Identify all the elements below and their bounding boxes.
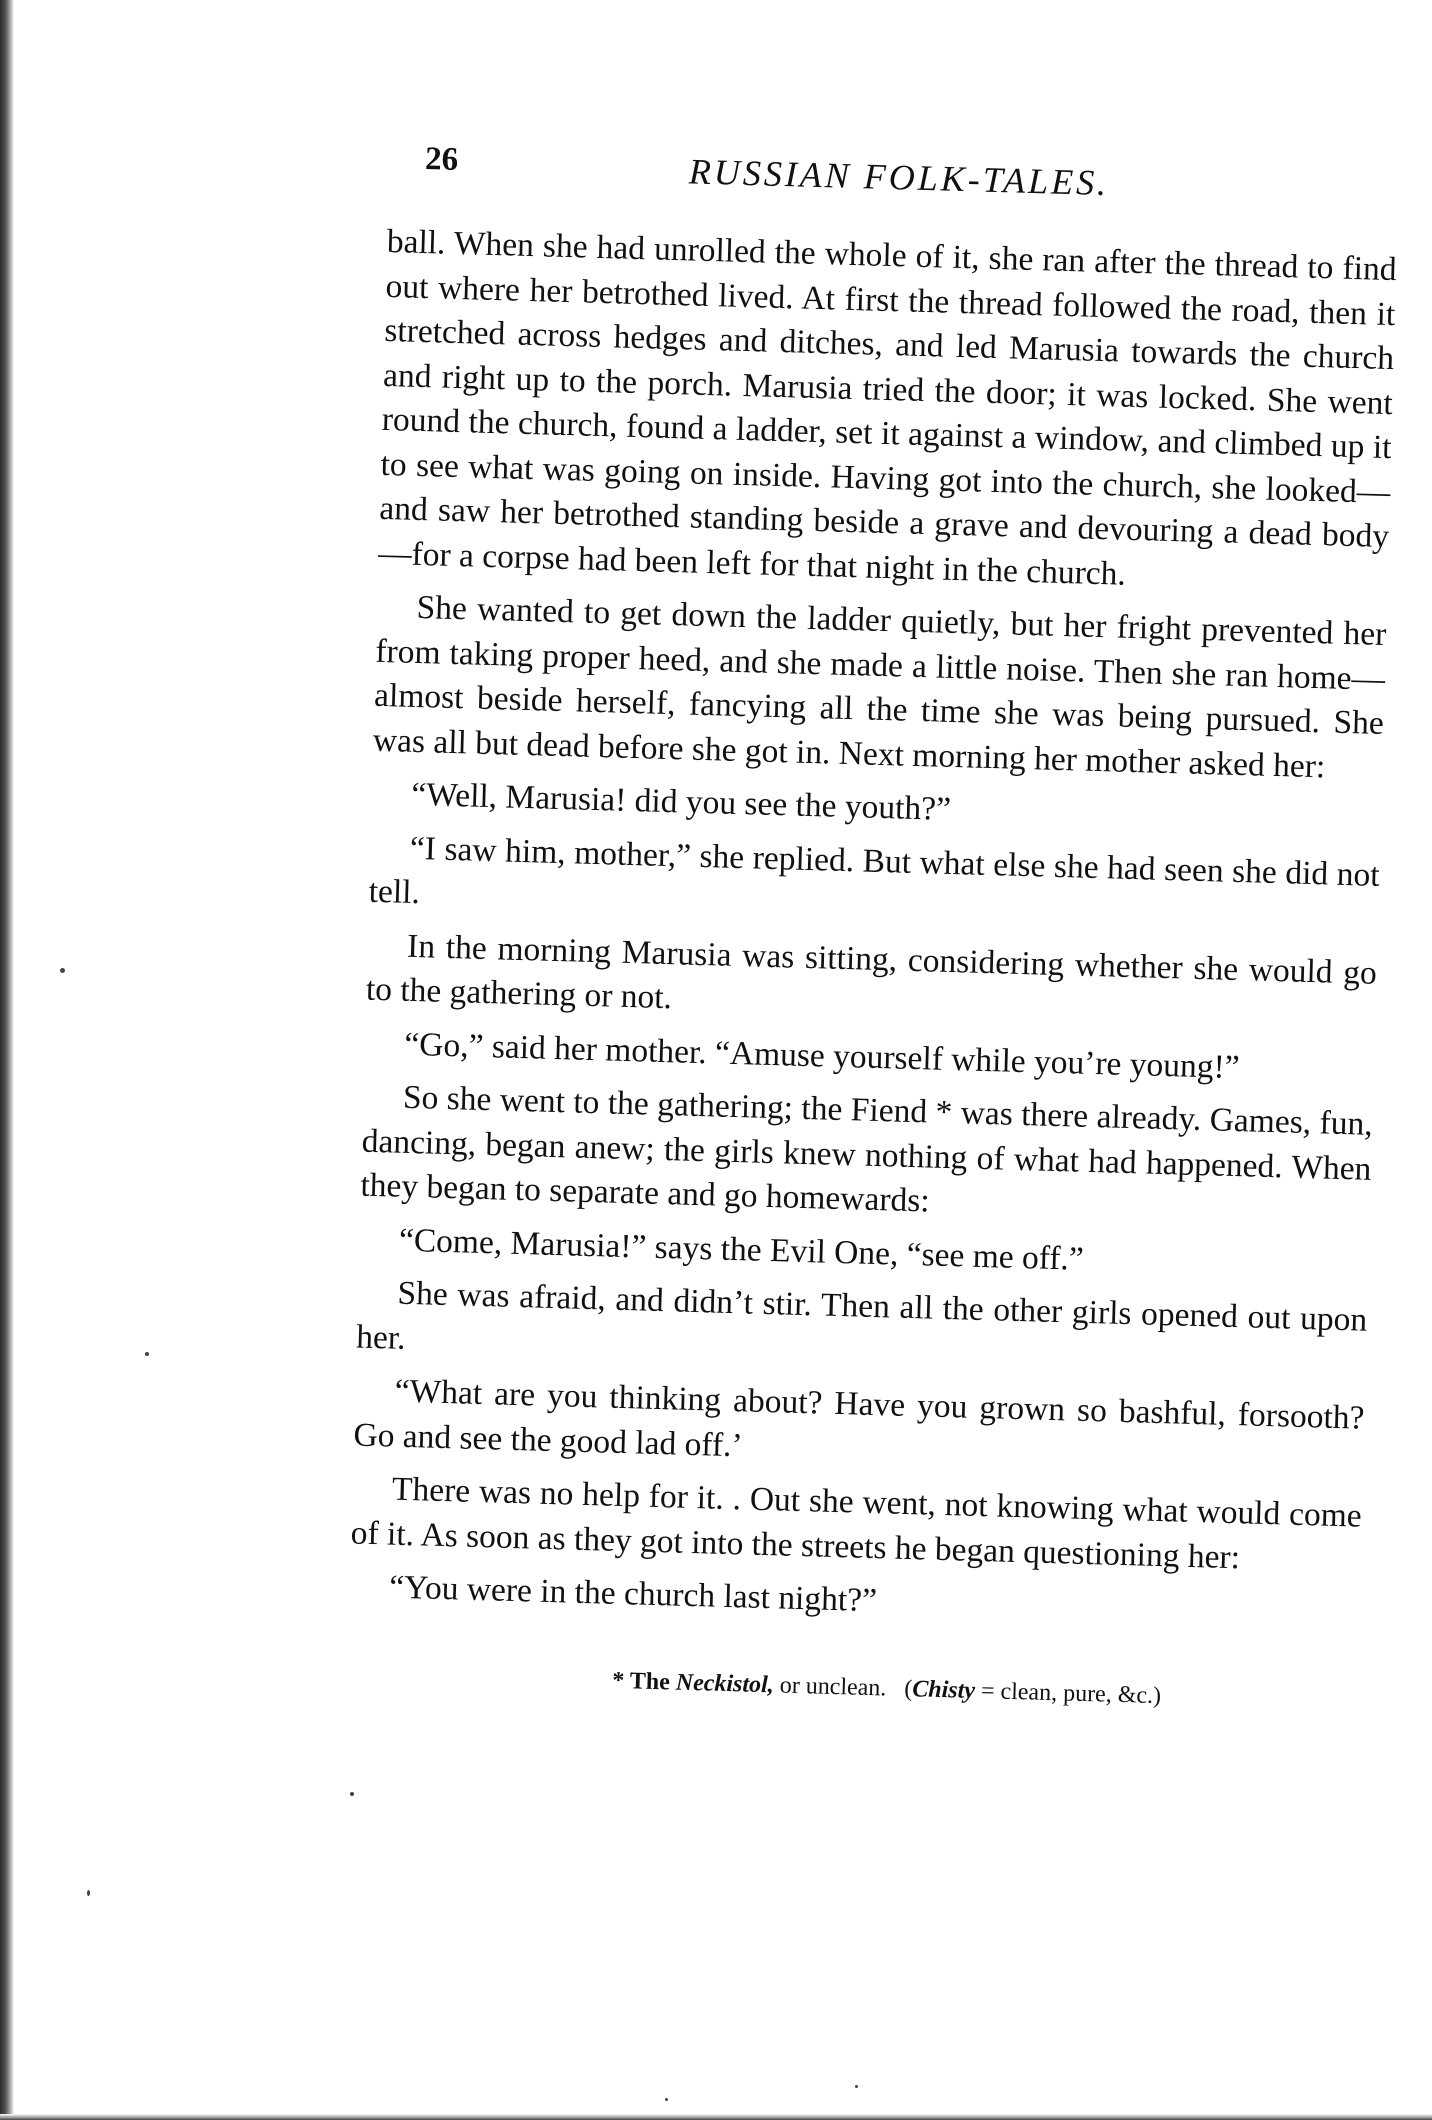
paragraph: There was no help for it. . Out she went, not knowing what would come of it. As soon as they got into the streets he began questioning her: bbox=[350, 1470, 1363, 1576]
footnote-marker: * The bbox=[611, 1667, 671, 1695]
dust-speck bbox=[60, 968, 65, 973]
paragraph: “What are you thinking about? Have you grown so bashful, forsooth? Go and see the good lad off.’ bbox=[353, 1372, 1365, 1464]
page-left-edge-shadow bbox=[0, 0, 14, 2120]
page-bottom-edge-shadow bbox=[0, 2114, 1432, 2120]
footnote-paren-open: ( bbox=[904, 1675, 913, 1702]
dust-speck bbox=[665, 2098, 668, 2101]
dust-speck bbox=[87, 1890, 90, 1896]
dust-speck bbox=[350, 1792, 354, 1796]
footnote-gloss-2: = clean, pure, &c.) bbox=[980, 1677, 1162, 1709]
paragraph: She wanted to get down the ladder quietly, but her fright prevented her from taking proper heed, and she made a little noise. Then she ran home—almost beside herself, fancying all the time she was being pursued. She was all but dead before she got in. Next morning her mother asked her: bbox=[372, 588, 1387, 785]
body-text bbox=[349, 220, 1397, 1637]
paragraph: “I saw him, mother,” she replied. But what else she had seen she did not tell. bbox=[368, 829, 1381, 912]
footnote-term: Neckistol, bbox=[675, 1669, 775, 1698]
paragraph: In the morning Marusia was sitting, considering whether she would go to the gathering or not. bbox=[365, 927, 1378, 1017]
page-number: 26 bbox=[424, 141, 459, 178]
paragraph: She was afraid, and didn’t stir. Then all the other girls opened out upon her. bbox=[355, 1274, 1368, 1357]
dust-speck bbox=[145, 1352, 149, 1356]
paragraph: ball. When she had unrolled the whole of it, she ran after the thread to find out where her betrothed lived. At first the thread followed the road, then it stretched across hedges and ditches, and led Marusia towards the church and right up to the porch. Marusia tried the door; it was locked. She went round the church, found a ladder, set it against a window, and climbed up it to see what was going on inside. Having got into the church, she looked—and saw her betrothed standing beside a grave and devouring a dead body—for a corpse had been left for that night in the church. bbox=[377, 222, 1398, 593]
book-page bbox=[346, 130, 1399, 1716]
dust-speck bbox=[855, 2085, 858, 2088]
paragraph: “Well, Marusia! did you see the youth?” bbox=[410, 775, 952, 828]
footnote-term-2: Chisty bbox=[912, 1675, 976, 1704]
paragraph: “Come, Marusia!” says the Evil One, “see me off.” bbox=[398, 1221, 1085, 1278]
running-title: RUSSIAN FOLK-TALES. bbox=[688, 151, 1110, 204]
footnote-gloss: or unclean. bbox=[779, 1671, 887, 1701]
paragraph: “You were in the church last night?” bbox=[388, 1568, 878, 1620]
paragraph: “Go,” said her mother. “Amuse yourself while you’re young!” bbox=[403, 1025, 1241, 1086]
page-header bbox=[388, 130, 1399, 218]
paragraph: So she went to the gathering; the Fiend * was there already. Games, fun, dancing, began anew; the girls knew nothing of what had happened. When they began to separate and go homewards: bbox=[360, 1078, 1374, 1220]
